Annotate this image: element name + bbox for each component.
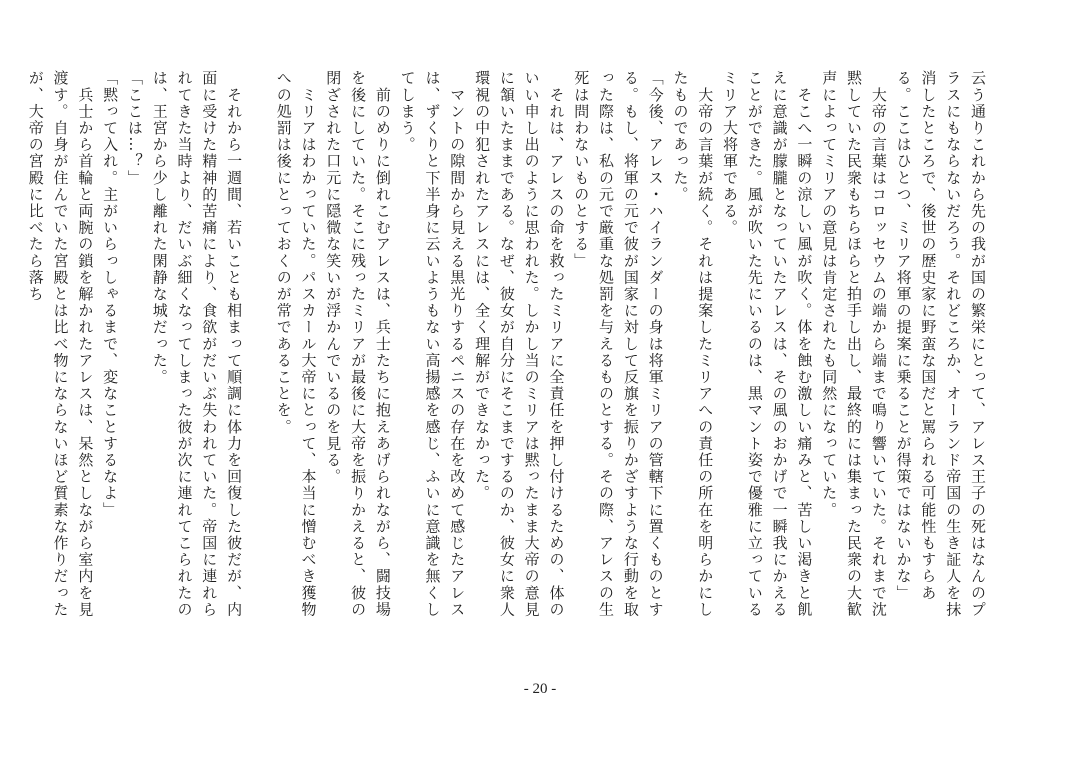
- paragraph: 「黙って入れ。主がいらっしゃるまで、変なことするなよ」: [101, 70, 120, 519]
- paragraph: 前のめりに倒れこむアレスは、兵士たちに抱えあげられながら、闘技場を後にしていた。そこに残ったミリアが最後に大帝を振りかえると、彼の閉ざされた口元に隠微な笑いが浮かんでいるのを見る。: [324, 70, 392, 618]
- paragraph: 「ここは…？」: [125, 70, 144, 187]
- paragraph: マントの隙間から見える黒光りするペニスの存在を改めて感じたアレスは、ずくりと下半身に云いようもない高揚感を感じ、ふいに意識を無くしてしまう。: [398, 70, 467, 618]
- paragraph: 「今後、アレス・ハイランダーの身は将軍ミリアの管轄下に置くものとする。もし、将軍の元で彼が国家に対して反旗を振りかざすような行動を取った際は、私の元で厳重な処罰を与えるものとする。その際、アレスの生死は問わないものとする」: [572, 70, 665, 618]
- blank-line: [246, 70, 271, 630]
- page-number: - 20 -: [523, 681, 557, 697]
- paragraph: それから一週間、若いことも相まって順調に体力を回復した彼だが、内面に受けた精神的苦痛により、食欲がだいぶ失われていた。帝国に連れられてきた当時より、だいぶ細くなってしまった彼が次に連れてこられたのは、王宮から少し離れた閑静な城だった。: [150, 70, 244, 618]
- paragraph: それは、アレスの命を救ったミリアに全責任を押し付けるための、体のいい申し出のように思われた。しかし当のミリアは黙ったまま大帝の意見に頷いたままである。なぜ、彼女が自分にそこまでするのか、彼女に衆人環視の中犯されたアレスには、全く理解ができなかった。: [473, 70, 566, 618]
- paragraph: 大帝の言葉はコロッセウムの端から端まで鳴り響いていた。それまで沈黙していた民衆もちらほらと拍手し出し、最終的には集まった民衆の大歓声によってミリアの意見は肯定されたも同然になっていた。: [820, 70, 888, 618]
- paragraph: 大帝の言葉が続く。それは提案したミリアへの責任の所在を明らかにしたものであった。: [671, 70, 715, 618]
- paragraph: 兵士から首輪と両腕の鎖を解かれたアレスは、呆然としながら室内を見渡す。自身が住んでいた宮殿とは比べ物にならないほど質素な作りだったが、大帝の宮殿に比べたら落ち: [26, 70, 95, 618]
- body-text: [26, 70, 990, 630]
- paragraph: 云う通りこれから先の我が国の繁栄にとって、アレス王子の死はなんのプラスにもならないだろう。それどころか、オーランド帝国の生き証人を抹消したところで、後世の歴史家に野蛮な国だと罵られる可能性もすらある。ここはひとつ、ミリア将軍の提案に乗ることが得策ではないかな」: [894, 70, 987, 618]
- paragraph: ミリアはわかっていた。パスカール大帝にとって、本当に憎むべき獲物への処罰は後にとっておくのが常であることを。: [274, 70, 318, 618]
- paragraph: そこへ一瞬の涼しい風が吹く。体を蝕む激しい痛みと、苦しい渇きと飢えに意識が朦朧となっていたアレスは、その風のおかげで一瞬我にかえることができた。風が吹いた先にいるのは、黒マント姿で優雅に立っているミリア大将軍である。: [721, 70, 814, 618]
